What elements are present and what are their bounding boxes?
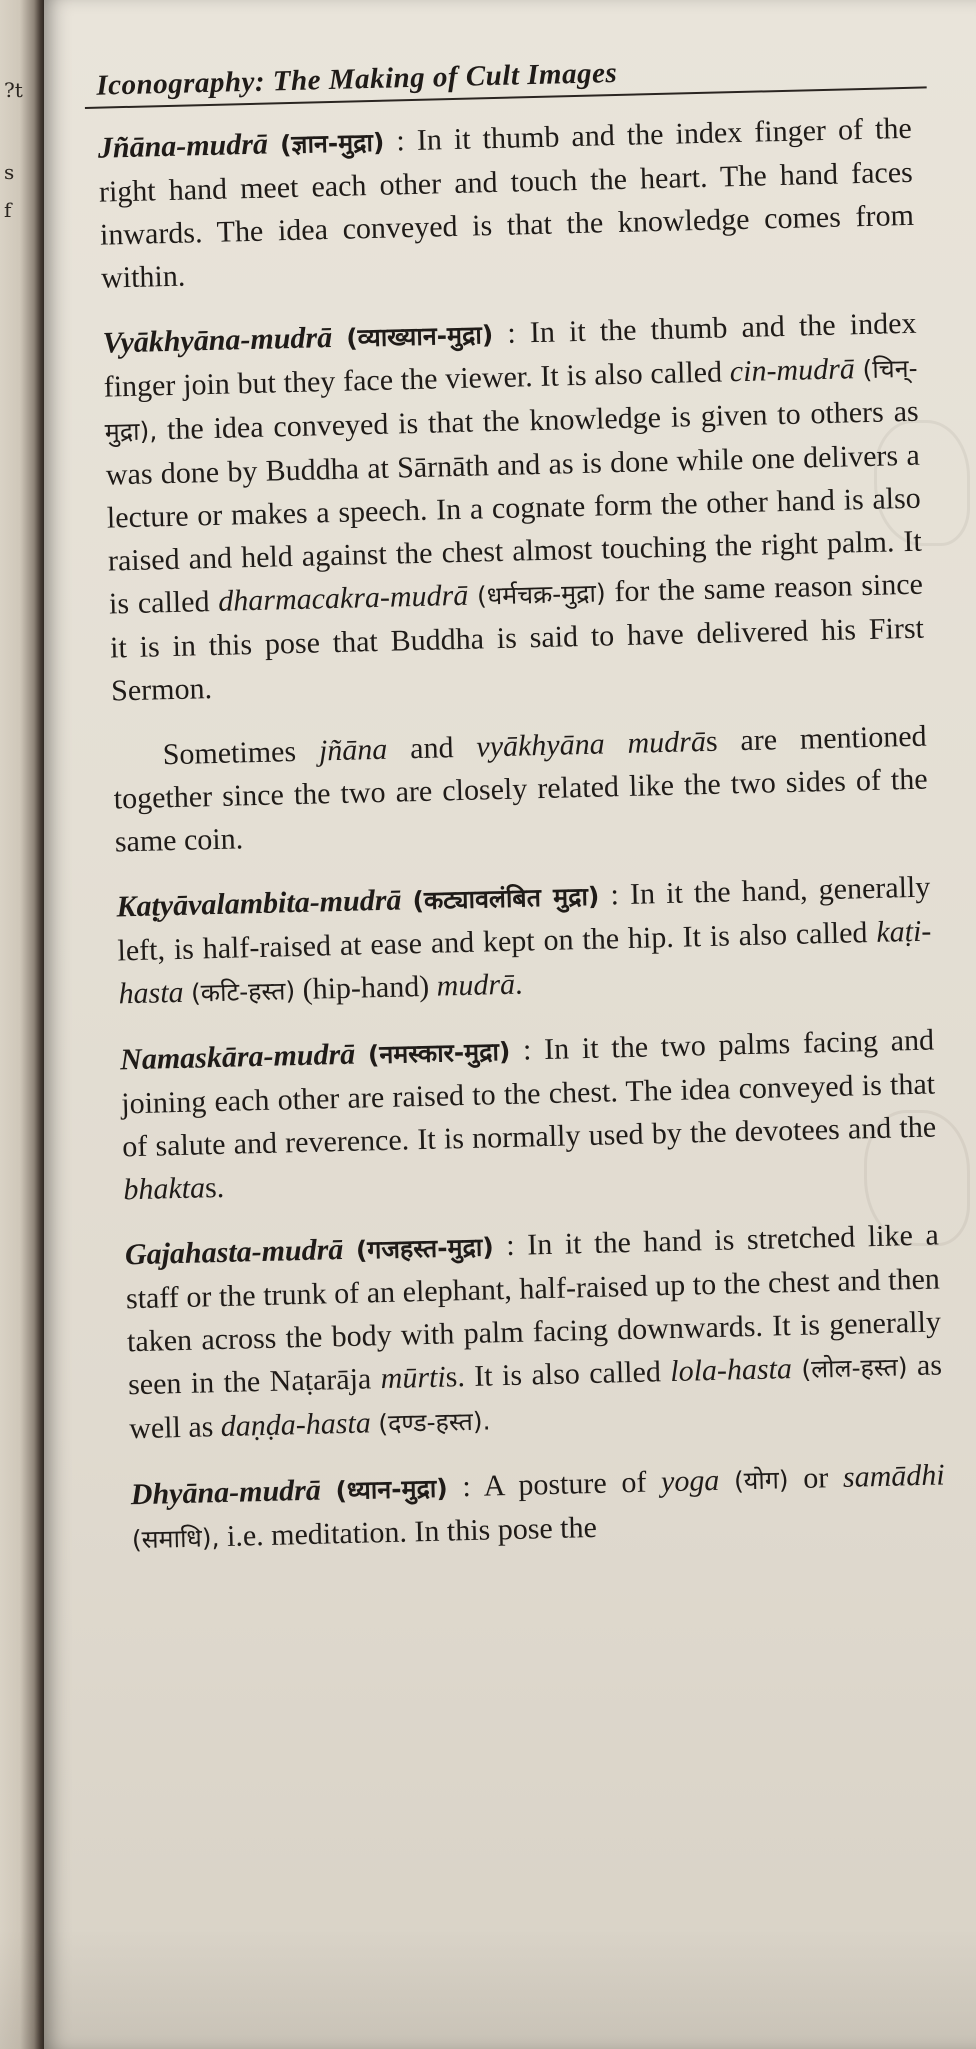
entry-body: In it thumb and the index finger of the right hand meet each other and touch the heart. The hand faces inwards. The idea conveyed is that the knowledge comes from within. — [98, 111, 915, 295]
entry-body: . — [514, 967, 523, 1001]
facing-page-fragment: f — [4, 198, 12, 222]
entry-colon: : — [505, 1228, 516, 1263]
entry-body: In it the hand is stretched like a staff or the trunk of an elephant, half-raised up to the chest and then taken across the body with palm facing downwards. It is generally seen in the Naṭarāja — [125, 1218, 942, 1402]
entry-alt-devanagari: (लोल-हस्त) — [801, 1352, 908, 1384]
running-head: Iconography: The Making of Cult Images — [84, 49, 927, 109]
entry-alt-name: bhakta — [122, 1171, 206, 1207]
entry-colon: : — [396, 124, 406, 158]
entry-body: i.e. meditation. In this pose the — [226, 1510, 598, 1553]
entry-body: (hip-hand) — [302, 969, 430, 1006]
entry-alt-devanagari: (समाधि), — [131, 1523, 220, 1555]
entry-namaskara-mudra — [108, 1019, 938, 1212]
paragraph-text: Sometimes — [162, 735, 297, 772]
entry-body: or — [802, 1461, 829, 1495]
entry-colon: : — [506, 316, 517, 350]
entry-alt-name: lola-hasta — [669, 1352, 793, 1389]
entry-body: as well as — [128, 1348, 943, 1446]
entry-jnana-mudra — [85, 107, 915, 300]
paragraph-term: jñāna — [318, 732, 388, 768]
entry-vyakhyana-mudra — [90, 302, 925, 713]
entry-body: s. It is also called — [445, 1355, 662, 1394]
facing-page-fragment: ?t — [4, 78, 23, 102]
entry-term: Namaskāra-mudrā — [119, 1037, 356, 1077]
facing-page-edge — [0, 0, 44, 2049]
entry-colon: : — [522, 1033, 532, 1067]
entry-term: Dhyāna-mudrā — [130, 1473, 322, 1512]
entry-katyavalambita-mudra — [104, 866, 933, 1017]
entry-devanagari: (ध्यान-मुद्रा) — [335, 1473, 449, 1506]
entry-body: In it the thumb and the index finger join but they face the viewer. It is also called — [103, 306, 917, 404]
entry-body: for the same reason since it is in this pose that Buddha is said to have delivered his First Sermon. — [109, 567, 925, 708]
entry-body: s. — [204, 1170, 225, 1205]
page-text-block — [84, 50, 947, 1584]
entry-colon: : — [461, 1469, 472, 1504]
facing-page-fragment: s — [4, 160, 15, 184]
entry-alt-devanagari: (चिन्-मुद्रा), — [104, 353, 918, 447]
entry-term: Gajahasta-mudrā — [124, 1233, 344, 1272]
entry-alt-name: kaṭi-hasta — [118, 914, 932, 1011]
paragraph-term: vyākhyāna mudrā — [475, 725, 707, 764]
paragraph-text: s are mentioned together since the two are closely related like the two sides of the same coin. — [113, 719, 928, 859]
entry-alt-name: dharmacakra-mudrā — [217, 578, 469, 618]
entry-alt-name: cin-mudrā — [729, 352, 856, 389]
entry-gajahasta-mudra — [112, 1213, 943, 1451]
entry-devanagari: (गजहस्त-मुद्रा) — [355, 1232, 495, 1265]
entry-colon: : — [610, 878, 620, 912]
entry-term: Jñāna-mudrā — [97, 127, 269, 165]
paragraph-sometimes — [100, 715, 929, 864]
entry-devanagari: (कट्यावलंबित मुद्रा) — [412, 881, 600, 916]
entry-alt-name: samādhi — [842, 1458, 945, 1494]
entry-devanagari: (व्याख्यान-मुद्रा) — [345, 320, 494, 353]
entry-alt-devanagari: (दण्ड-हस्त). — [377, 1406, 491, 1439]
entry-alt-name: daṇḍa-hasta — [220, 1406, 372, 1444]
entry-alt-devanagari: (धर्मचक्र-मुद्रा) — [476, 578, 607, 611]
entry-body: In it the hand, generally left, is half-raised at ease and kept on the hip. It is also called — [117, 870, 931, 968]
entry-alt-devanagari: (कटि-हस्त) — [190, 976, 296, 1008]
entry-body: In it the two palms facing and joining each other are raised to the chest. The idea conveyed is that of salute and reverence. It is normally used by the devotees and the — [120, 1023, 937, 1164]
entry-body: A posture of — [483, 1465, 647, 1503]
entry-alt-name: mūrti — [380, 1360, 447, 1396]
paragraph-text: and — [409, 731, 454, 766]
entry-alt-name: yoga — [660, 1463, 720, 1499]
entry-devanagari: (नमस्कार-मुद्रा) — [367, 1036, 511, 1070]
book-page — [44, 0, 976, 2049]
entry-body: the idea conveyed is that the knowledge is given to others as was done by Buddha at Sārnāth and as is done while one delivers a lecture or makes a speech. In a cognate form the other hand is also raised and held against the chest almost touching the right palm. It is called — [105, 394, 923, 621]
entry-term: Vyākhyāna-mudrā — [102, 321, 333, 360]
entry-term: Kaṭyāvalambita-mudrā — [116, 883, 402, 924]
entry-alt-name: mudrā — [436, 967, 516, 1003]
entry-devanagari: (ज्ञान-मुद्रा) — [279, 127, 385, 160]
entry-dhyana-mudra — [118, 1453, 946, 1561]
entry-alt-devanagari: (योग) — [733, 1465, 789, 1496]
